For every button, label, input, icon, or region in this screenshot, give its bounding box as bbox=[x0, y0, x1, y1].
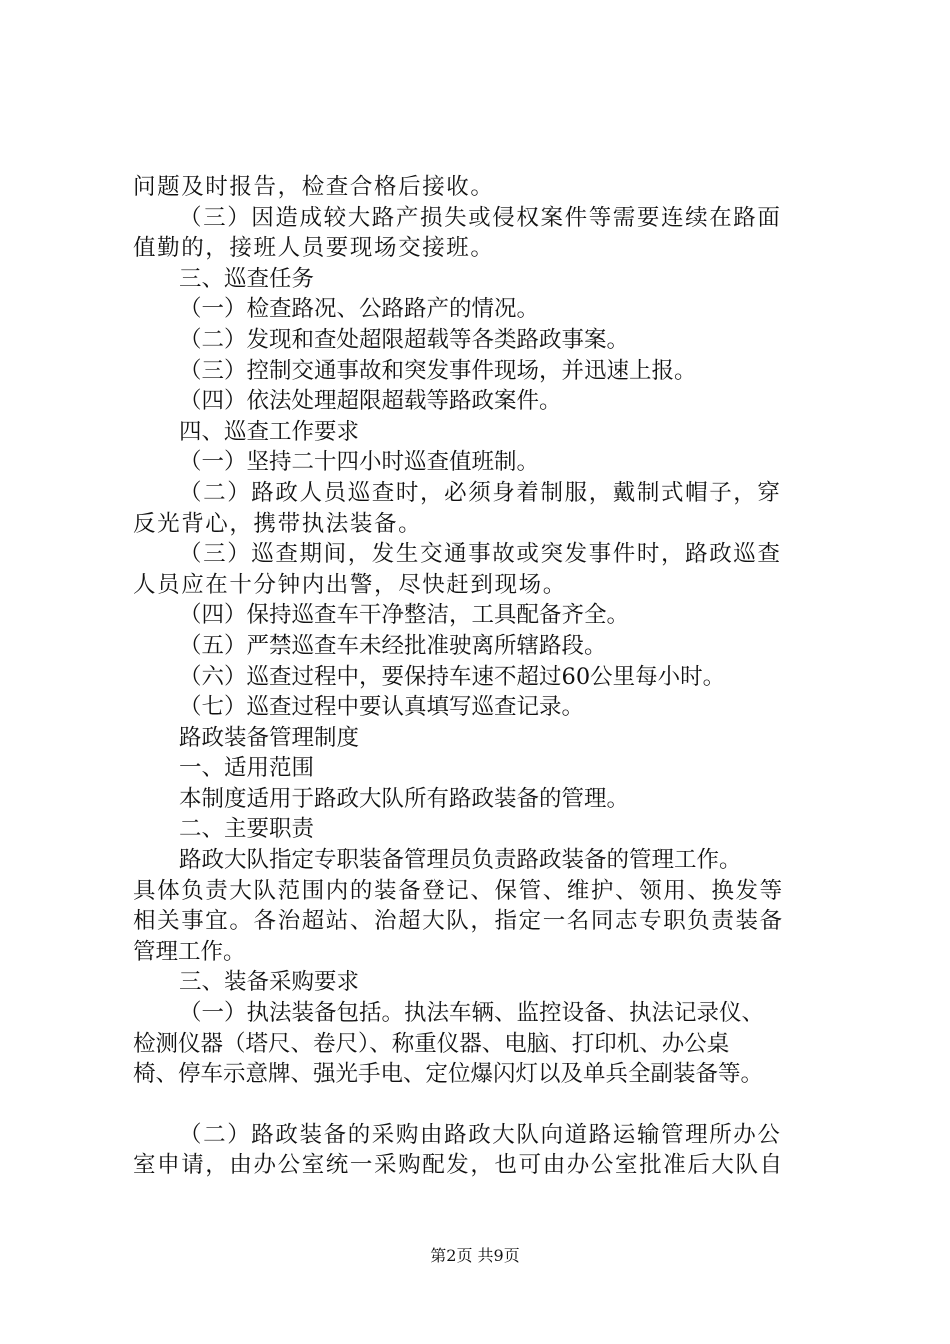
section-heading: 三、装备采购要求 bbox=[179, 969, 360, 996]
section-heading: 四、巡查工作要求 bbox=[179, 418, 360, 445]
list-item: （七）巡查过程中要认真填写巡查记录。 bbox=[179, 694, 585, 721]
text-line: 椅、停车示意牌、强光手电、定位爆闪灯以及单兵全副装备等。 bbox=[133, 1061, 764, 1088]
list-item: （二）路政人员巡查时，必须身着制服，戴制式帽子，穿 bbox=[179, 479, 782, 506]
list-item: （一）坚持二十四小时巡查值班制。 bbox=[179, 449, 540, 476]
list-item: （四）保持巡查车干净整洁，工具配备齐全。 bbox=[179, 602, 630, 629]
document-body bbox=[133, 172, 833, 1181]
list-item: （二）发现和查处超限超载等各类路政事案。 bbox=[179, 326, 630, 353]
section-heading: 三、巡查任务 bbox=[179, 265, 315, 292]
page-footer: 第2页 共9页 bbox=[430, 1246, 520, 1265]
list-item: （五）严禁巡查车未经批准驶离所辖路段。 bbox=[179, 632, 607, 659]
text-line: 检测仪器（塔尺、卷尺）、称重仪器、电脑、打印机、办公桌 bbox=[133, 1030, 730, 1057]
list-item: （二）路政装备的采购由路政大队向道路运输管理所办公 bbox=[179, 1121, 782, 1148]
text-line: 管理工作。 bbox=[133, 938, 246, 965]
section-heading: 一、适用范围 bbox=[179, 755, 315, 782]
text-line: （三）因造成较大路产损失或侵权案件等需要连续在路面 bbox=[179, 204, 782, 231]
text-line: 具体负责大队范围内的装备登记、保管、维护、领用、换发等 bbox=[133, 877, 784, 904]
list-item: （四）依法处理超限超载等路政案件。 bbox=[179, 388, 562, 415]
text-line: 值勤的，接班人员要现场交接班。 bbox=[133, 235, 495, 262]
text-line: 问题及时报告，检查合格后接收。 bbox=[133, 174, 495, 200]
text-line: 反光背心，携带执法装备。 bbox=[133, 510, 423, 537]
text-line: 人员应在十分钟内出警，尽快赶到现场。 bbox=[133, 571, 567, 598]
list-item: （一）执法装备包括。执法车辆、监控设备、执法记录仪、 bbox=[179, 1000, 765, 1027]
list-item: （三）控制交通事故和突发事件现场，并迅速上报。 bbox=[179, 357, 697, 384]
document-title: 路政装备管理制度 bbox=[179, 724, 360, 751]
list-item: （三）巡查期间，发生交通事故或突发事件时，路政巡查 bbox=[179, 541, 782, 568]
text-line: 室申请，由办公室统一采购配发，也可由办公室批准后大队自 bbox=[133, 1152, 784, 1179]
list-item: （一）检查路况、公路路产的情况。 bbox=[179, 296, 540, 323]
list-item: （六）巡查过程中，要保持车速不超过60公里每小时。 bbox=[179, 663, 726, 690]
text-line: 相关事宜。各治超站、治超大队，指定一名同志专职负责装备 bbox=[133, 908, 784, 935]
text-line: 路政大队指定专职装备管理员负责路政装备的管理工作。 bbox=[179, 847, 742, 874]
text-line: 本制度适用于路政大队所有路政装备的管理。 bbox=[179, 785, 630, 812]
section-heading: 二、主要职责 bbox=[179, 816, 315, 843]
